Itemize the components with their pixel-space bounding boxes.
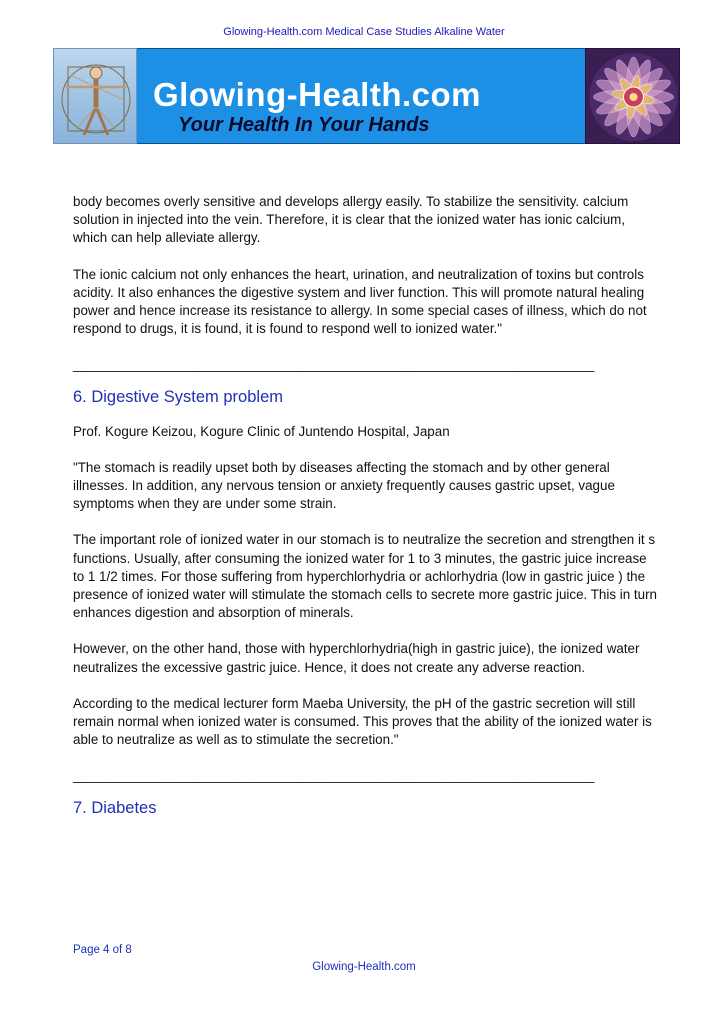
section-heading-digestive: 6. Digestive System problem	[73, 388, 283, 407]
paragraph: The important role of ionized water in our stomach is to neutralize the secretion and strengthen it s functions. Usually, after consuming the ionized water for 1 to 3 minutes, the gastric juice increase to 1 1/2 times. For those suffering from hyperchlorhydria or achlorhydria (low in gastric juice ) the presence of ionized water will stimulate the stomach cells to secrete more gastric juice. This in turn enhances digestion and absorption of minerals.	[73, 532, 657, 621]
paragraph: According to the medical lecturer form Maeba University, the pH of the gastric secretion will still remain normal when ionized water is consumed. This proves that the ability of the ionized water is able to neutralize as well as to stimulate the secretion."	[73, 695, 652, 748]
brand-tagline: Your Health In Your Hands	[178, 114, 430, 136]
brand-title: Glowing-Health.com	[153, 76, 482, 113]
separator-rule: ______________________________________________________________________	[73, 357, 595, 373]
paragraph: body becomes overly sensitive and develops allergy easily. To stabilize the sensitivity. calcium solution in injected into the vein. Therefore, it is clear that the ionized water has ionic calcium, which can help alleviate allergy.	[73, 194, 629, 246]
site-banner	[53, 48, 680, 144]
page-number: Page 4 of 8	[73, 944, 132, 956]
separator-rule: ______________________________________________________________________	[73, 768, 595, 784]
document-header: Glowing-Health.com Medical Case Studies Alkaline Water	[223, 26, 505, 38]
section-heading-diabetes: 7. Diabetes	[73, 799, 157, 818]
mandala-icon	[585, 48, 680, 144]
author-line: Prof. Kogure Keizou, Kogure Clinic of Juntendo Hospital, Japan	[73, 423, 450, 439]
paragraph: However, on the other hand, those with hyperchlorhydria(high in gastric juice), the ionized water neutralizes the excessive gastric juice. Hence, it does not create any adverse reaction.	[73, 641, 640, 675]
footer-site: Glowing-Health.com	[312, 961, 416, 973]
document-body	[73, 193, 660, 834]
paragraph: "The stomach is readily upset both by diseases affecting the stomach and by other general illnesses. In addition, any nervous tension or anxiety frequently causes gastric upset, vague symptoms when they are under some strain.	[73, 459, 615, 512]
paragraph: The ionic calcium not only enhances the heart, urination, and neutralization of toxins but controls acidity. It also enhances the digestive system and liver function. This will promote natural healing power and hence increase its resistance to allergy. In some special cases of illness, which do not respond to drugs, it is found, it is found to respond well to ionized water."	[73, 266, 647, 337]
vitruvian-man-icon	[53, 48, 137, 144]
